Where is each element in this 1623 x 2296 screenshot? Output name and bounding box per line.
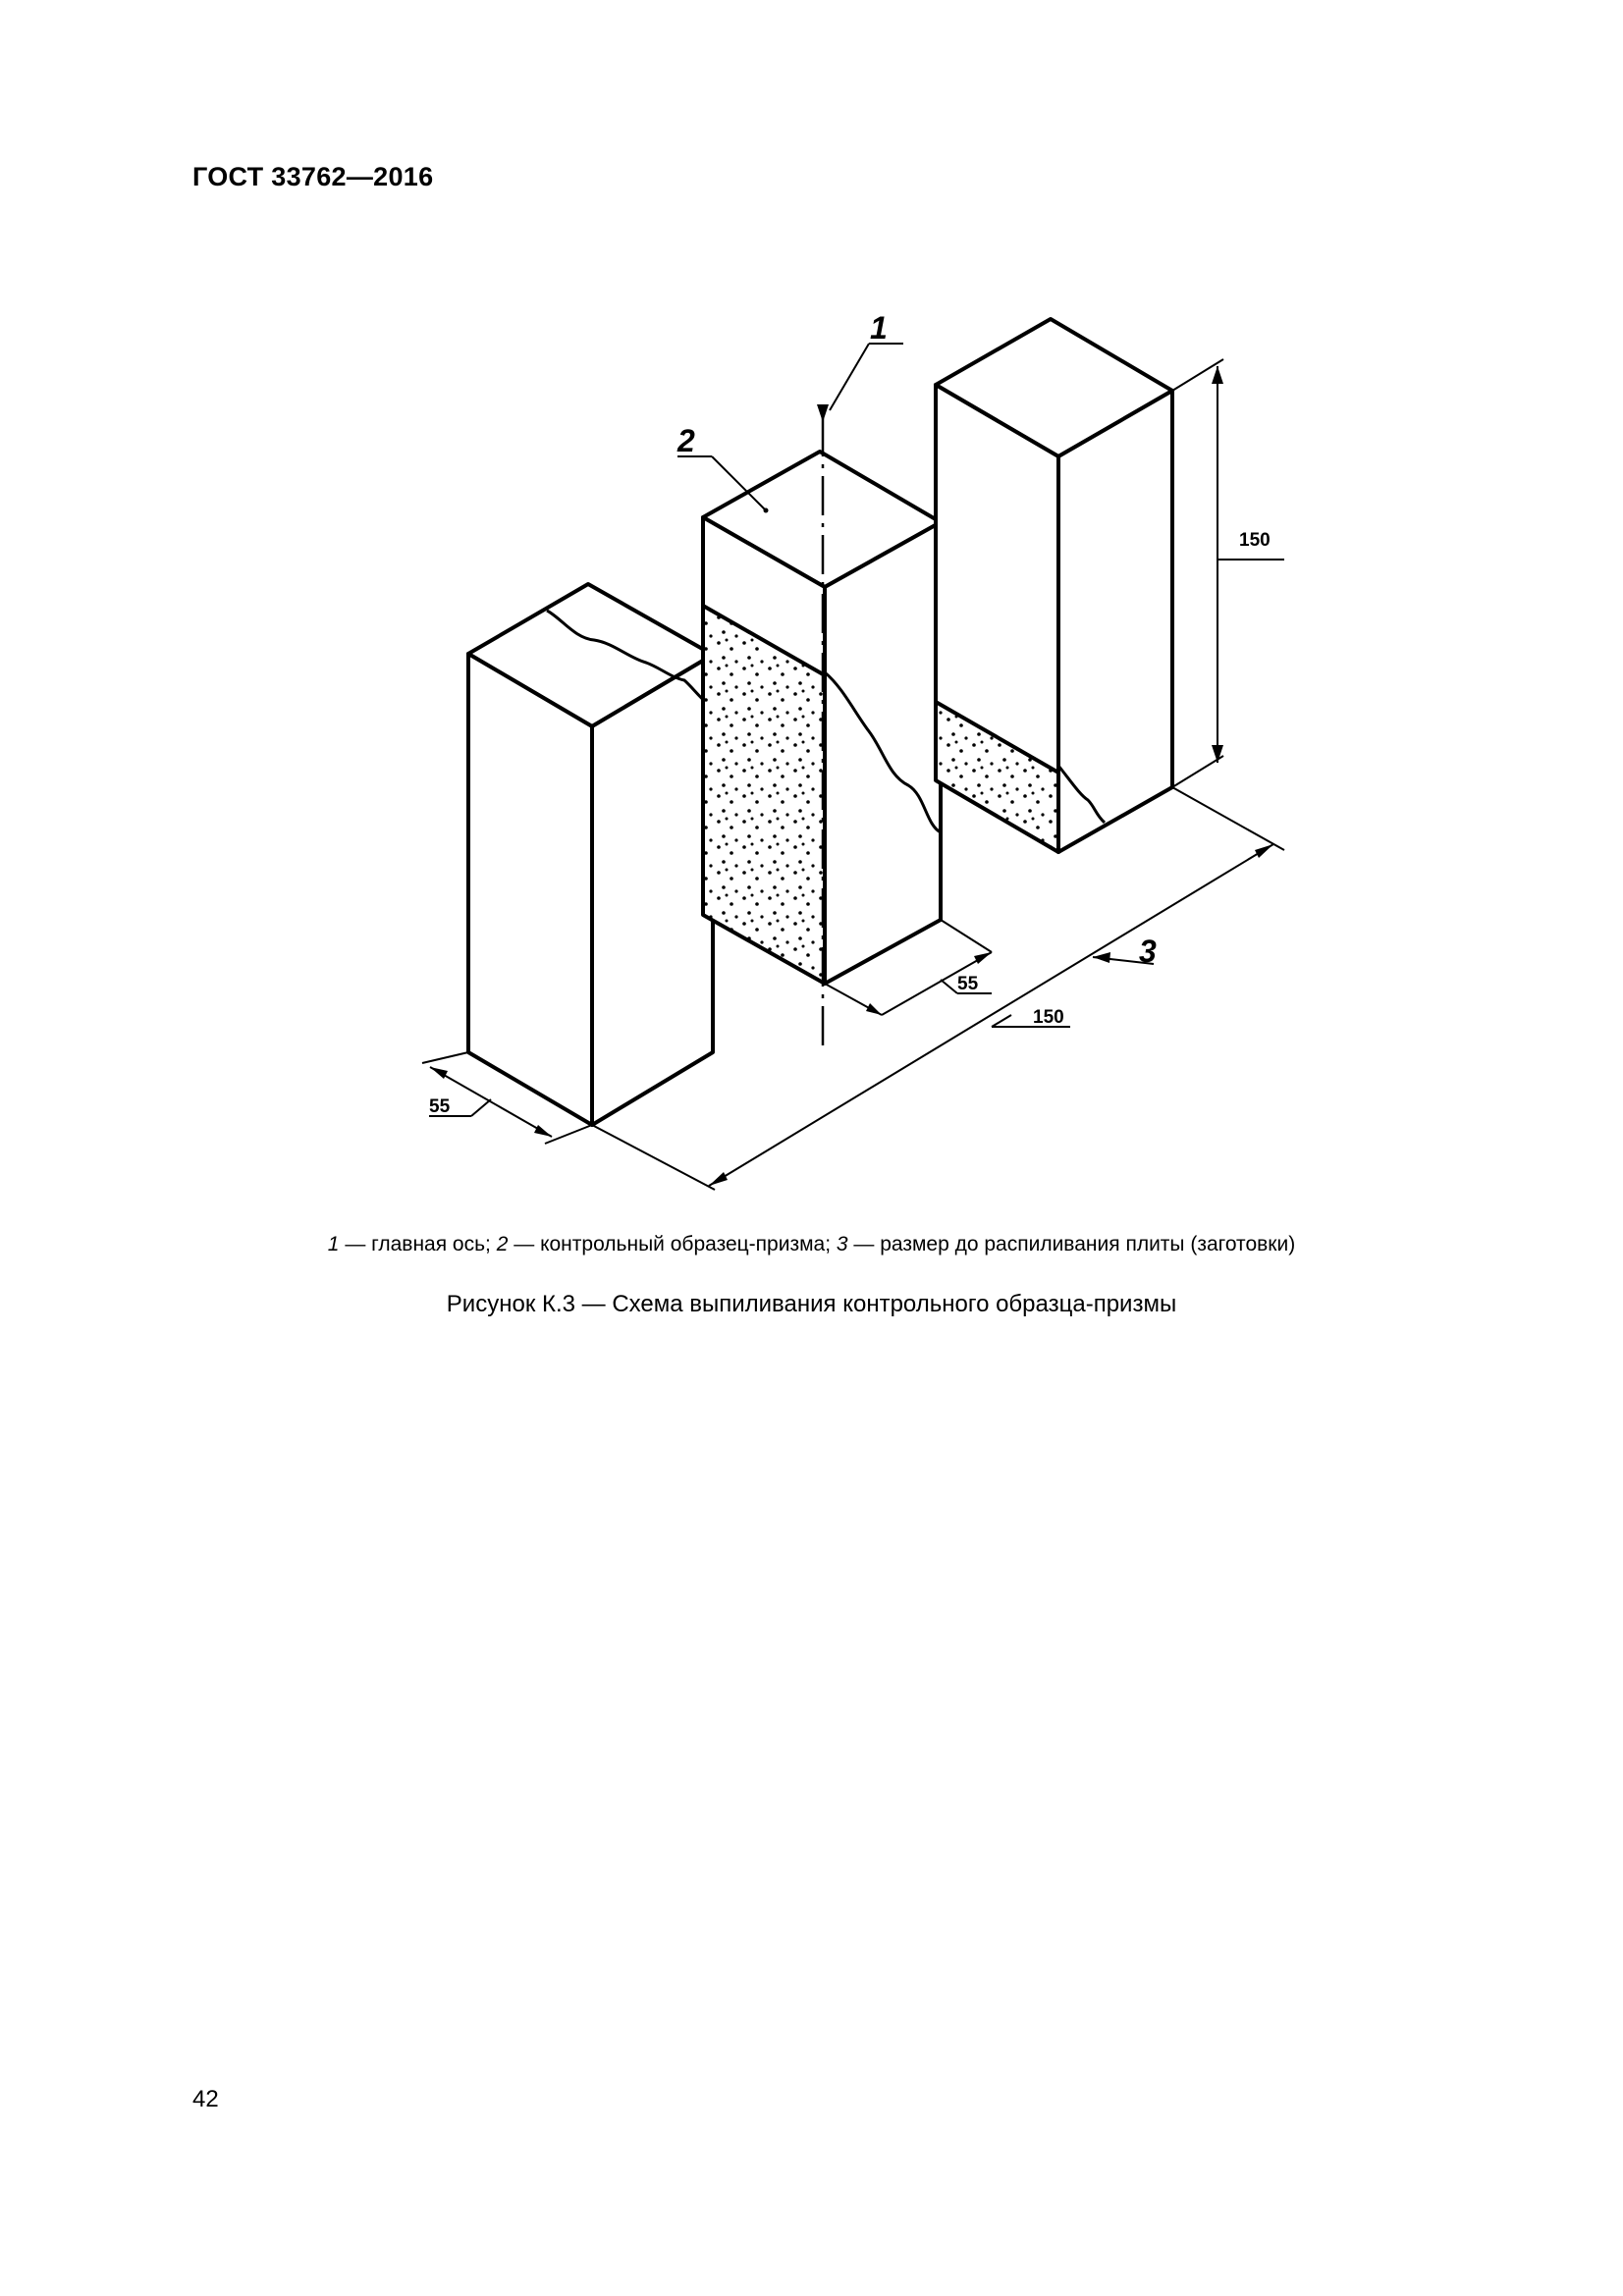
- figure-caption: Рисунок К.3 — Схема выпиливания контрольного образца-призмы: [446, 1291, 1177, 1317]
- figure-legend: [0, 1233, 1623, 1256]
- callout-sample: 2: [677, 423, 695, 458]
- dim-middle-width-label: 55: [957, 974, 979, 994]
- legend-text-2: — контрольный образец-призма;: [508, 1233, 837, 1255]
- dim-height-label: 150: [1239, 530, 1271, 551]
- legend-num-1: 1: [327, 1233, 340, 1255]
- dim-total-length-label: 150: [1033, 1007, 1064, 1028]
- legend-num-2: 2: [496, 1233, 509, 1255]
- legend-text-3: — размер до распиливания плиты (заготовки): [847, 1233, 1296, 1255]
- right-block: [936, 319, 1172, 852]
- dim-left-width-label: 55: [429, 1096, 451, 1117]
- left-block: [468, 584, 731, 1125]
- page-number: 42: [192, 2086, 219, 2112]
- callout-size: 3: [1139, 934, 1157, 969]
- legend-num-3: 3: [836, 1233, 848, 1255]
- legend-text-1: — главная ось;: [339, 1233, 497, 1255]
- callout-axis: 1: [870, 310, 888, 346]
- document-header: ГОСТ 33762—2016: [192, 162, 434, 191]
